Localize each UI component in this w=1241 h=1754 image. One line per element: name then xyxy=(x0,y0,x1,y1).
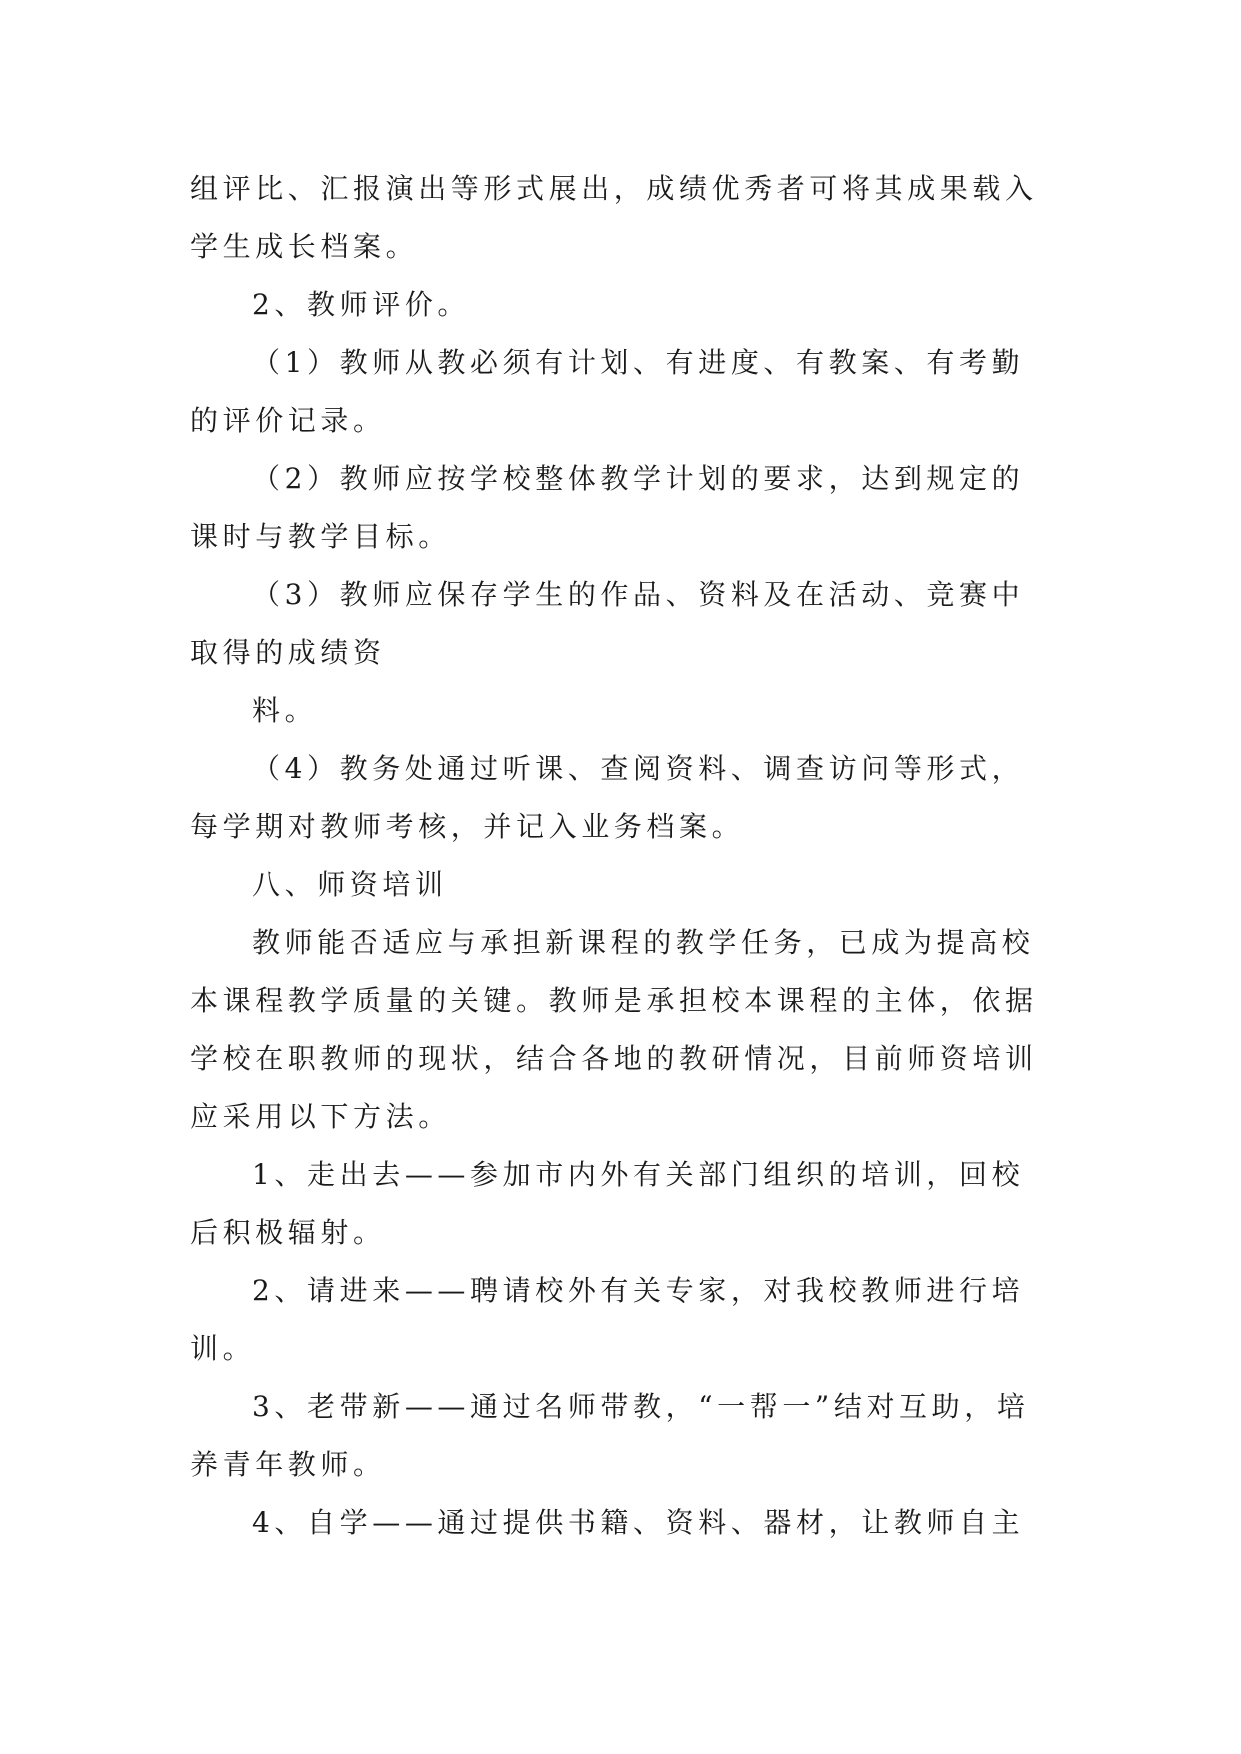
text-line: 养青年教师。 xyxy=(190,1448,386,1481)
text-line: 本课程教学质量的关键。教师是承担校本课程的主体，依据 xyxy=(190,984,1038,1017)
text-line: （3）教师应保存学生的作品、资料及在活动、竞赛中 xyxy=(252,578,1025,611)
text-line: 应采用以下方法。 xyxy=(190,1100,451,1133)
text-line: 后积极辐射。 xyxy=(190,1216,386,1249)
text-line: 的评价记录。 xyxy=(190,404,386,437)
text-line: 2、请进来——聘请校外有关专家，对我校教师进行培 xyxy=(252,1274,1025,1307)
text-line: 3、老带新——通过名师带教，“一帮一”结对互助，培 xyxy=(252,1390,1030,1423)
text-line: 教师能否适应与承担新课程的教学任务，已成为提高校 xyxy=(252,926,1035,959)
text-line: 4、自学——通过提供书籍、资料、器材，让教师自主 xyxy=(252,1506,1025,1539)
text-line: （4）教务处通过听课、查阅资料、调查访问等形式， xyxy=(252,752,1025,785)
text-line: 训。 xyxy=(190,1332,256,1365)
text-line: （1）教师从教必须有计划、有进度、有教案、有考勤 xyxy=(252,346,1025,379)
text-line: 取得的成绩资 xyxy=(190,636,386,669)
text-line: 1、走出去——参加市内外有关部门组织的培训，回校 xyxy=(252,1158,1025,1191)
text-line: 每学期对教师考核，并记入业务档案。 xyxy=(190,810,745,843)
text-line: （2）教师应按学校整体教学计划的要求，达到规定的 xyxy=(252,462,1025,495)
text-line: 课时与教学目标。 xyxy=(190,520,451,553)
text-line: 组评比、汇报演出等形式展出，成绩优秀者可将其成果载入 xyxy=(190,172,1038,205)
text-line: 学生成长档案。 xyxy=(190,230,419,263)
section-heading: 八、师资培训 xyxy=(252,868,448,901)
text-line: 料。 xyxy=(252,694,318,727)
section-heading: 2、教师评价。 xyxy=(252,288,471,321)
document-body xyxy=(190,160,1050,1552)
text-line: 学校在职教师的现状，结合各地的教研情况，目前师资培训 xyxy=(190,1042,1038,1075)
